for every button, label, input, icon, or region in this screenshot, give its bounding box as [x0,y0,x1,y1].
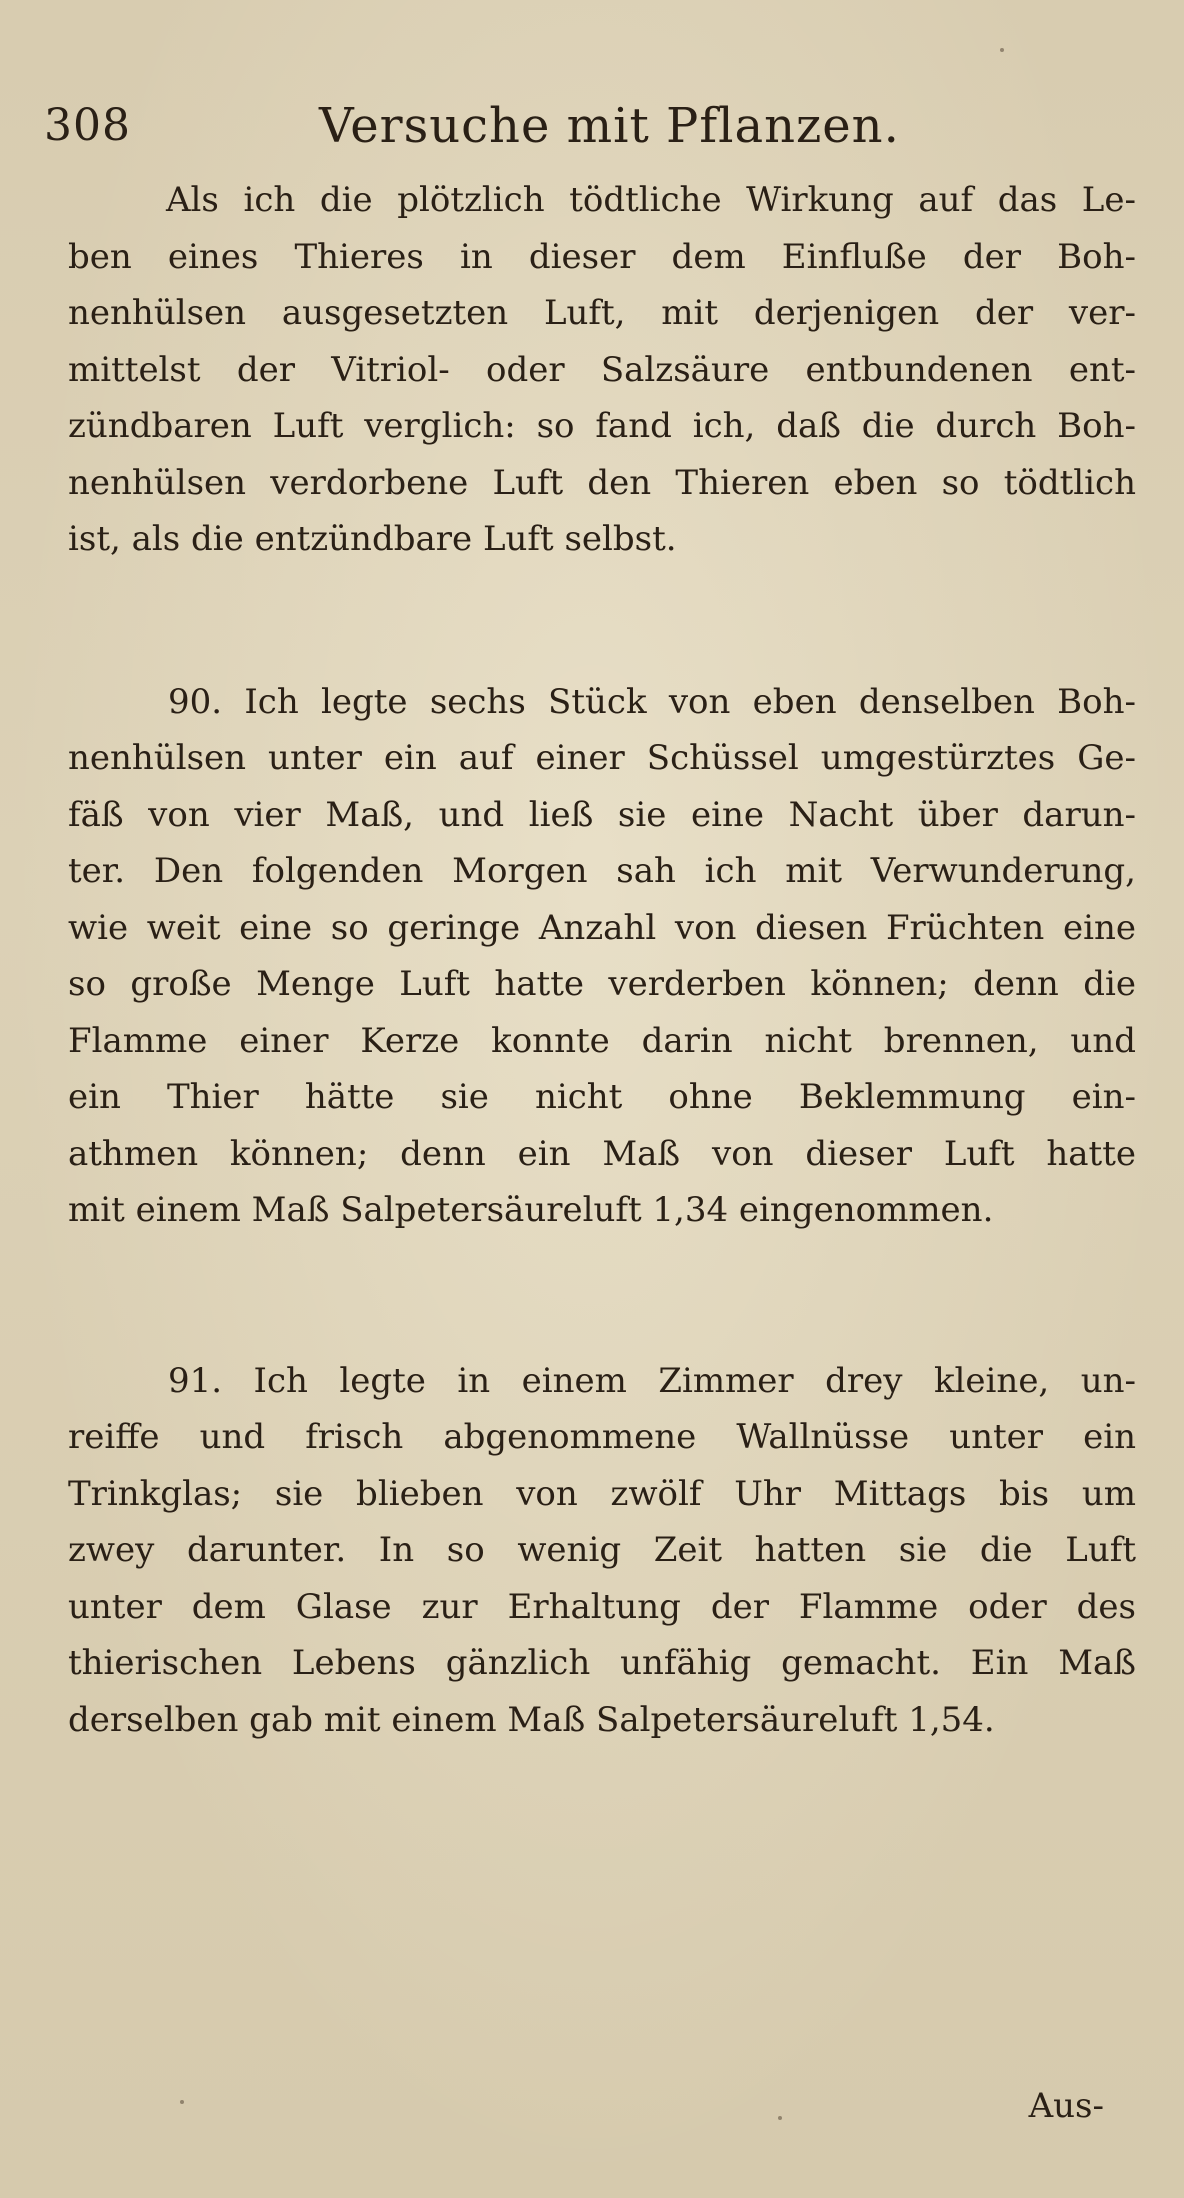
text-line: derselben gab mit einem Maß Salpetersäureluft 1,54. [68,1699,995,1740]
paper-speck [778,2116,782,2120]
text-line: mit einem Maß Salpetersäureluft 1,34 eingenommen. [68,1190,994,1230]
paragraph-spacer [68,1239,1136,1353]
text-line: ein Thier hätte sie nicht ohne Beklemmung ein- [68,1077,1136,1117]
text-line: Trinkglas; sie blieben von zwölf Uhr Mittags bis um [68,1473,1136,1514]
text-line: 91. Ich legte in einem Zimmer drey kleine, un- [168,1360,1136,1401]
text-line: zündbaren Luft verglich: so fand ich, daß die durch Boh- [68,406,1136,446]
paragraph-1 [68,172,1136,568]
paragraph-91 [68,1353,1136,1749]
text-line: nenhülsen verdorbene Luft den Thieren eben so tödtlich [68,462,1136,503]
text-line: so große Menge Luft hatte verderben können; denn die [68,964,1136,1004]
text-line: Flamme einer Kerze konnte darin nicht brennen, und [68,1020,1136,1061]
catchword: Aus- [1028,2086,1104,2126]
text-line: nenhülsen ausgesetzten Luft, mit derjenigen der ver- [68,293,1136,333]
text-line: mittelst der Vitriol- oder Salzsäure entbundenen ent- [68,349,1136,390]
page-number: 308 [44,100,131,151]
text-line: thierischen Lebens gänzlich unfähig gemacht. Ein Maß [68,1643,1136,1683]
text-line: ter. Den folgenden Morgen sah ich mit Verwunderung, [68,851,1136,891]
text-line: zwey darunter. In so wenig Zeit hatten sie die Luft [68,1530,1136,1570]
page-header [44,96,1144,156]
paper-speck [180,2100,184,2104]
text-line: 90. Ich legte sechs Stück von eben denselben Boh- [168,681,1136,722]
running-title: Versuche mit Pflanzen. [319,98,900,154]
paper-speck [1000,48,1004,52]
text-line: unter dem Glase zur Erhaltung der Flamme oder des [68,1586,1136,1627]
text-line: ben eines Thieres in dieser dem Einfluße der Boh- [68,236,1136,277]
text-line: ist, als die entzündbare Luft selbst. [68,519,677,559]
text-line: athmen können; denn ein Maß von dieser Luft hatte [68,1133,1136,1174]
paragraph-spacer [68,568,1136,674]
paragraph-90 [68,674,1136,1239]
body-text [68,172,1136,1748]
text-line: reiffe und frisch abgenommene Wallnüsse unter ein [68,1417,1136,1457]
text-line: nenhülsen unter ein auf einer Schüssel umgestürztes Ge- [68,738,1136,778]
text-line: fäß von vier Maß, und ließ sie eine Nacht über darun- [68,794,1136,835]
text-line: wie weit eine so geringe Anzahl von diesen Früchten eine [68,907,1136,948]
text-line: Als ich die plötzlich tödtliche Wirkung auf das Le- [166,180,1136,220]
